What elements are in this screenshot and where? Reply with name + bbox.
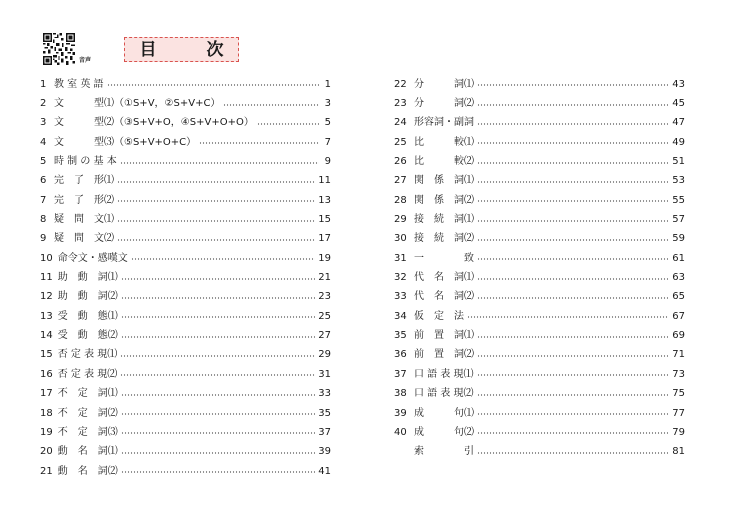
toc-entry-page: 57 [672,214,685,226]
dot-leader [131,258,316,260]
toc-entry-number: 8 [40,214,47,226]
dot-leader [121,394,316,396]
toc-entry-title: 前 置 詞⑴ [414,330,474,342]
toc-entry-page: 3 [324,98,331,110]
toc-entry-title: 代 名 詞⑴ [414,272,474,284]
toc-entry-title: 仮 定 法 [414,310,464,322]
toc-entry-title: 接 続 詞⑵ [414,233,474,245]
toc-entry-page: 33 [318,388,331,400]
toc-entry-title: 口 語 表 現⑴ [414,368,474,380]
toc-entry-number: 13 [40,310,53,322]
toc-left-column [40,75,331,481]
toc-entry-number: 15 [40,349,53,361]
toc-entry-page: 7 [324,136,331,148]
dot-leader [121,316,316,318]
qr-code-icon [43,33,75,65]
toc-entry[interactable] [40,326,331,345]
toc-entry-number: 29 [394,214,407,226]
toc-entry-title: 代 名 詞⑵ [414,291,474,303]
toc-entry-number: 16 [40,368,53,380]
dot-leader [477,200,668,202]
toc-entry-page: 77 [672,407,685,419]
toc-entry-title: 否 定 表 現⑵ [57,368,118,380]
toc-entry[interactable] [394,423,685,442]
toc-entry[interactable] [40,443,331,462]
toc-entry-page: 11 [318,175,331,187]
toc-entry-page: 31 [318,368,331,380]
toc-entry-number: 32 [394,272,407,284]
toc-entry[interactable] [40,133,331,152]
dot-leader [477,394,668,396]
toc-entry-page: 63 [672,272,685,284]
toc-entry-title: 文 型⑵（③S+V+O，④S+V+O+O） [54,117,254,129]
toc-entry-number: 30 [394,233,407,245]
toc-entry-number: 18 [40,407,53,419]
toc-entry[interactable] [40,172,331,191]
toc-entry[interactable] [394,307,685,326]
toc-entry-number: 6 [40,175,47,187]
dot-leader [477,84,668,86]
dot-leader [121,297,316,299]
dot-leader [107,84,319,86]
toc-entry-number: 2 [40,98,47,110]
dot-leader [120,355,315,357]
toc-entry[interactable] [394,152,685,171]
toc-entry[interactable] [40,462,331,481]
dot-leader [477,220,668,222]
dot-leader [477,104,668,106]
dot-leader [121,471,316,473]
toc-entry-title: 分 詞⑴ [414,78,474,90]
toc-entry[interactable] [394,191,685,210]
toc-entry-title: 文 型⑶（⑤S+V+O+C） [54,136,197,148]
toc-entry-number: 27 [394,175,407,187]
toc-entry-number: 14 [40,330,53,342]
toc-entry-title: 疑 問 文⑴ [54,214,114,226]
toc-entry-page: 9 [324,156,331,168]
toc-entry-page: 27 [318,330,331,342]
toc-entry-title: 比 較⑴ [414,136,474,148]
toc-entry-page: 73 [672,368,685,380]
toc-entry-number: 40 [394,426,407,438]
toc-entry[interactable] [40,210,331,229]
toc-entry[interactable] [40,268,331,287]
dot-leader [121,413,316,415]
toc-entry-number: 35 [394,330,407,342]
toc-entry-title: 否 定 表 現⑴ [57,349,118,361]
dot-leader [121,278,316,280]
dot-leader [467,316,668,318]
audio-label: 音声 [79,57,92,64]
toc-entry-title: 助 動 詞⑴ [57,272,118,284]
toc-entry-page: 45 [672,98,685,110]
toc-entry[interactable] [394,365,685,384]
toc-entry-number: 4 [40,136,47,148]
title-box [124,37,246,62]
dot-leader [477,413,668,415]
toc-entry-number: 21 [40,465,53,477]
toc-entry-number: 7 [40,194,47,206]
toc-entry-page: 1 [324,78,331,90]
toc-entry-number: 34 [394,310,407,322]
dot-leader [477,452,668,454]
toc-entry-page: 55 [672,194,685,206]
toc-entry-number: 25 [394,136,407,148]
toc-entry-title: 文 型⑴（①S+V，②S+V+C） [54,98,221,110]
toc-entry[interactable] [40,346,331,365]
toc-entry-page: 41 [318,465,331,477]
toc-entry-title: 一 致 [414,252,474,264]
toc-entry-title: 動 名 詞⑴ [57,446,118,458]
toc-entry-title: 前 置 詞⑵ [414,349,474,361]
toc-entry-title: 不 定 詞⑴ [57,388,118,400]
toc-entry-title: 命令文・感嘆文 [57,252,128,264]
toc-entry[interactable] [394,326,685,345]
toc-entry-title: 形容詞・副詞 [414,117,474,129]
dot-leader [121,432,316,434]
toc-entry-number: 39 [394,407,407,419]
dot-leader [477,432,668,434]
toc-entry-number: 20 [40,446,53,458]
toc-entry-number: 3 [40,117,47,129]
toc-entry[interactable] [394,288,685,307]
dot-leader [477,258,668,260]
dot-leader [477,336,668,338]
toc-entry-page: 29 [318,349,331,361]
toc-entry-number: 10 [40,252,53,264]
dot-leader [223,104,319,106]
toc-entry-title: 成 句⑴ [414,407,474,419]
toc-entry-number: 28 [394,194,407,206]
toc-entry[interactable] [40,152,331,171]
dot-leader [257,123,319,125]
dot-leader [477,239,668,241]
toc-entry-number: 17 [40,388,53,400]
toc-entry-number: 22 [394,78,407,90]
toc-entry-number: 37 [394,368,407,380]
dot-leader [121,336,316,338]
toc-entry-title: 完 了 形⑵ [54,194,114,206]
toc-entry-title: 受 動 態⑴ [57,310,118,322]
toc-entry[interactable] [394,114,685,133]
toc-entry[interactable] [394,404,685,423]
toc-entry-page: 17 [318,233,331,245]
toc-entry-page: 23 [318,291,331,303]
toc-entry-number: 31 [394,252,407,264]
toc-entry[interactable] [40,94,331,113]
toc-entry-page: 5 [324,117,331,129]
toc-entry-title: 関 係 詞⑴ [414,175,474,187]
dot-leader [477,162,668,164]
toc-entry-page: 79 [672,426,685,438]
toc-entry[interactable] [394,210,685,229]
toc-entry-page: 47 [672,117,685,129]
toc-entry-number: 12 [40,291,53,303]
toc-entry-title: 不 定 詞⑶ [57,426,118,438]
toc-entry-page: 51 [672,156,685,168]
toc-entry-page: 43 [672,78,685,90]
toc-entry-page: 49 [672,136,685,148]
toc-entry[interactable] [40,307,331,326]
toc-entry-page: 65 [672,291,685,303]
toc-entry-number: 11 [40,272,53,284]
toc-entry-title: 関 係 詞⑵ [414,194,474,206]
dot-leader [477,123,668,125]
toc-entry-number: 33 [394,291,407,303]
toc-entry-page: 71 [672,349,685,361]
toc-entry[interactable] [40,191,331,210]
toc-entry[interactable] [40,365,331,384]
toc-entry-page: 25 [318,310,331,322]
toc-right-column [394,75,685,462]
dot-leader [199,142,319,144]
dot-leader [477,355,668,357]
toc-entry[interactable] [394,75,685,94]
toc-entry-title: 時 制 の 基 本 [54,156,117,168]
page-title: 目 次 [139,39,246,60]
toc-entry-page: 37 [318,426,331,438]
toc-entry[interactable] [40,230,331,249]
toc-entry-number: 5 [40,156,47,168]
toc-entry-number: 36 [394,349,407,361]
toc-entry-page: 39 [318,446,331,458]
toc-entry[interactable] [40,385,331,404]
toc-entry[interactable] [394,268,685,287]
dot-leader [477,278,668,280]
dot-leader [117,239,315,241]
toc-entry-number: 19 [40,426,53,438]
toc-entry-number: 9 [40,233,47,245]
toc-entry[interactable] [40,75,331,94]
toc-entry-page: 67 [672,310,685,322]
toc-entry-number: 24 [394,117,407,129]
dot-leader [117,200,315,202]
toc-entry-title: 分 詞⑵ [414,98,474,110]
toc-entry[interactable] [394,172,685,191]
dot-leader [477,142,668,144]
toc-entry[interactable] [394,230,685,249]
toc-entry-page: 19 [318,252,331,264]
toc-entry-page: 59 [672,233,685,245]
toc-entry-number: 1 [40,78,47,90]
toc-entry[interactable] [394,94,685,113]
dot-leader [120,162,319,164]
toc-entry-title: 受 動 態⑵ [57,330,118,342]
toc-entry-page: 53 [672,175,685,187]
toc-entry-page: 21 [318,272,331,284]
toc-entry-page: 81 [672,446,685,458]
dot-leader [477,181,668,183]
toc-entry-title: 口 語 表 現⑵ [414,388,474,400]
toc-entry-title: 成 句⑵ [414,426,474,438]
toc-entry[interactable] [394,346,685,365]
toc-entry-title: 疑 問 文⑵ [54,233,114,245]
toc-entry-page: 75 [672,388,685,400]
toc-entry-title: 比 較⑵ [414,156,474,168]
dot-leader [117,220,315,222]
toc-entry-title: 教 室 英 語 [54,78,104,90]
dot-leader [121,452,316,454]
toc-entry[interactable] [394,133,685,152]
toc-entry[interactable] [40,288,331,307]
toc-entry[interactable] [40,423,331,442]
dot-leader [477,297,668,299]
toc-entry-page: 35 [318,407,331,419]
toc-entry[interactable] [40,249,331,268]
toc-entry-page: 69 [672,330,685,342]
toc-entry-title: 不 定 詞⑵ [57,407,118,419]
toc-entry[interactable] [40,114,331,133]
toc-entry-title: 完 了 形⑴ [54,175,114,187]
toc-entry-number: 26 [394,156,407,168]
toc-entry-title: 接 続 詞⑴ [414,214,474,226]
dot-leader [477,374,668,376]
toc-entry[interactable] [394,249,685,268]
toc-entry[interactable] [40,404,331,423]
toc-entry-title: 助 動 詞⑵ [57,291,118,303]
toc-entry[interactable] [394,443,685,462]
dot-leader [117,181,315,183]
toc-entry-title: 動 名 詞⑵ [57,465,118,477]
toc-entry-number: 38 [394,388,407,400]
toc-entry-title: 索 引 [414,446,474,458]
toc-entry[interactable] [394,385,685,404]
toc-entry-page: 13 [318,194,331,206]
dot-leader [120,374,315,376]
toc-entry-page: 61 [672,252,685,264]
toc-entry-number: 23 [394,98,407,110]
toc-entry-page: 15 [318,214,331,226]
